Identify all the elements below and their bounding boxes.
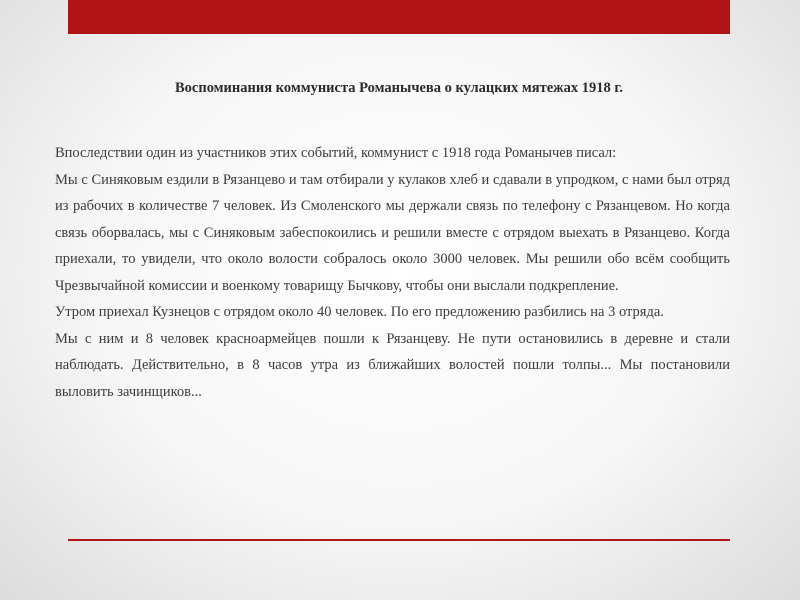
- bottom-accent-line: [68, 539, 730, 541]
- top-accent-bar: [68, 0, 730, 34]
- body-text: [55, 140, 730, 405]
- paragraph-intro: Впоследствии один из участников этих событий, коммунист с 1918 года Романычев писал:: [55, 145, 617, 161]
- paragraph-morning: Утром приехал Кузнецов с отрядом около 40 человек. По его предложению разбились на 3 отряда.: [55, 304, 664, 320]
- paragraph-account: Мы с Синяковым ездили в Рязанцево и там отбирали у кулаков хлеб и сдавали в упродком, с нами был отряд из рабочих в количестве 7 человек. Из Смоленского мы держали связь по телефону с Рязанцевом. Но когда связь оборвалась, мы с Синяковым забеспокоились и решили вместе с отрядом выехать в Рязанцево. Когда приехали, то увидели, что около волости собралось около 3000 человек. Мы решили обо всём сообщить Чрезвычайной комиссии и военкому товарищу Бычкову, чтобы они выслали подкрепление.: [55, 171, 730, 294]
- slide-title: Воспоминания коммуниста Романычева о кулацких мятежах 1918 г.: [174, 80, 623, 96]
- paragraph-march: Мы с ним и 8 человек красноармейцев пошли к Рязанцеву. Не пути остановились в деревне и стали наблюдать. Действительно, в 8 часов утра из ближайших волостей пошли толпы... Мы постановили выловить зачинщиков...: [55, 330, 730, 400]
